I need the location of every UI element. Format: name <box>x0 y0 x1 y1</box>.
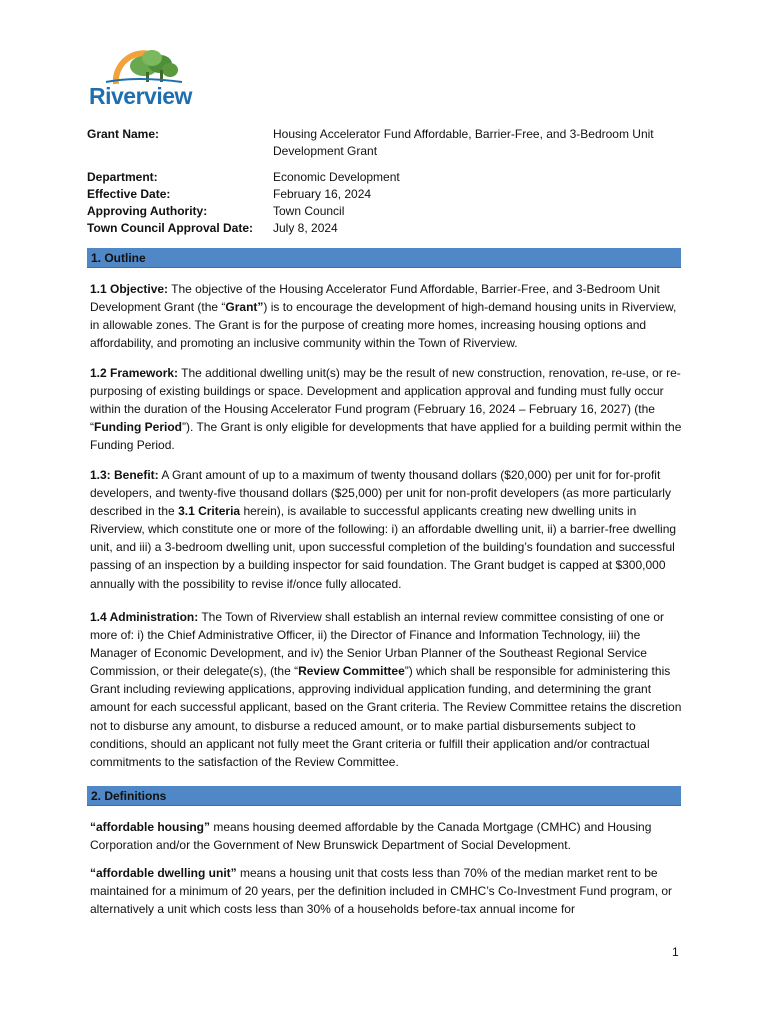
grant-metadata <box>87 126 693 237</box>
section-header-outline: 1. Outline <box>87 248 681 268</box>
meta-label: Approving Authority: <box>87 204 208 218</box>
paragraph-lead: 1.4 Administration: <box>90 610 199 624</box>
definition-text: means a housing unit that costs less than 70% of the median market rent to be maintained for a minimum of 20 years, per the definition included in CMHC’s Co-Investment Fund program, or alternatively a unit which costs less than 30% of a households before-tax annual income for <box>90 866 673 917</box>
meta-row-approval-date <box>87 220 693 237</box>
meta-row-department <box>87 169 693 186</box>
meta-value: February 16, 2024 <box>273 187 372 201</box>
paragraph-benefit <box>90 466 684 593</box>
paragraph-text: ) is to encourage the development of high-demand housing units in Riverview, in allowable zones. The Grant is for the purpose of creating more homes, increasing housing options and affordability, and promoting an inclusive community within the Town of Riverview. <box>90 300 677 351</box>
meta-value: Town Council <box>273 204 345 218</box>
meta-label: Effective Date: <box>87 187 171 201</box>
meta-value: Housing Accelerator Fund Affordable, Barrier-Free, and 3-Bedroom Unit Development Grant <box>273 127 654 158</box>
logo-wordmark: Riverview <box>89 83 192 109</box>
defined-term: Funding Period <box>94 420 182 435</box>
paragraph-administration <box>90 608 684 771</box>
meta-label: Department: <box>87 170 158 184</box>
defined-term: Review Committee <box>298 664 405 679</box>
meta-label: Town Council Approval Date: <box>87 221 254 235</box>
paragraph-text: herein), is available to successful applicants creating new dwelling units in Riverview, which constitute one or more of the following: i) an affordable dwelling unit, ii) a barrier-free dwelling unit, and iii) a 3-bedroom dwelling unit, upon successful completion of the building’s foundation and successful passing of an inspection by a building inspector for said foundation. The Grant budget is capped at $300,000 annually with the possibility to revise if/once fully allocated. <box>90 504 677 591</box>
paragraph-text: The additional dwelling unit(s) may be the result of new construction, renovation, re-use, or re-purposing of existing buildings or space. Development and application approval and funding must fully occur within the duration of the Housing Accelerator Fund program (February 16, 2024 – February 16, 2027) (the “ <box>90 366 681 435</box>
meta-value: Economic Development <box>273 170 400 184</box>
defined-term: 3.1 Criteria <box>178 504 241 519</box>
paragraph-objective <box>90 280 684 352</box>
paragraph-text: A Grant amount of up to a maximum of twenty thousand dollars ($20,000) per unit for for-profit developers, and twenty-five thousand dollars ($25,000) per unit for non-profit developers (as more particularly described in the <box>90 468 671 519</box>
meta-row-grant-name <box>87 126 693 160</box>
definition-affordable-housing <box>90 818 684 854</box>
definition-term: “affordable housing” <box>90 820 210 834</box>
meta-value: July 8, 2024 <box>273 221 338 235</box>
meta-row-effective-date <box>87 186 693 203</box>
definition-affordable-dwelling-unit <box>90 864 684 918</box>
paragraph-text: ”) which shall be responsible for administering this Grant including reviewing applications, approving individual application funding, and determining the grant amount for each successful applicant, based on the Grant criteria. The Review Committee retains the discretion not to disburse any amount, to disburse a reduced amount, or to make partial disbursements subject to conditions, should an applicant not fully meet the Grant criteria or fulfill their application and/or contractual commitments to the satisfaction of the Review Committee. <box>90 664 682 769</box>
paragraph-lead: 1.3: Benefit: <box>90 468 159 482</box>
meta-label: Grant Name: <box>87 127 160 141</box>
meta-row-approving-authority <box>87 203 693 220</box>
page-number: 1 <box>672 945 679 959</box>
section-header-definitions: 2. Definitions <box>87 786 681 806</box>
paragraph-text: The objective of the Housing Accelerator Fund Affordable, Barrier-Free, and 3-Bedroom Unit Development Grant (the “ <box>90 282 660 315</box>
paragraph-framework <box>90 364 684 454</box>
paragraph-lead: 1.1 Objective: <box>90 282 169 296</box>
paragraph-lead: 1.2 Framework: <box>90 366 179 380</box>
definition-text: means housing deemed affordable by the Canada Mortgage (CMHC) and Housing Corporation and/or the Government of New Brunswick Department of Social Development. <box>90 820 652 853</box>
definition-term: “affordable dwelling unit” <box>90 866 237 880</box>
paragraph-text: ”). The Grant is only eligible for developments that have applied for a building permit within the Funding Period. <box>90 420 682 453</box>
defined-term: Grant” <box>225 300 264 315</box>
paragraph-text: The Town of Riverview shall establish an internal review committee consisting of one or more of: i) the Chief Administrative Officer, ii) the Director of Finance and Information Technology, iii) the Manager of Economic Development, and iv) the Senior Urban Planner of the Southeast Regional Service Commission, or their delegate(s), (the “ <box>90 610 665 679</box>
